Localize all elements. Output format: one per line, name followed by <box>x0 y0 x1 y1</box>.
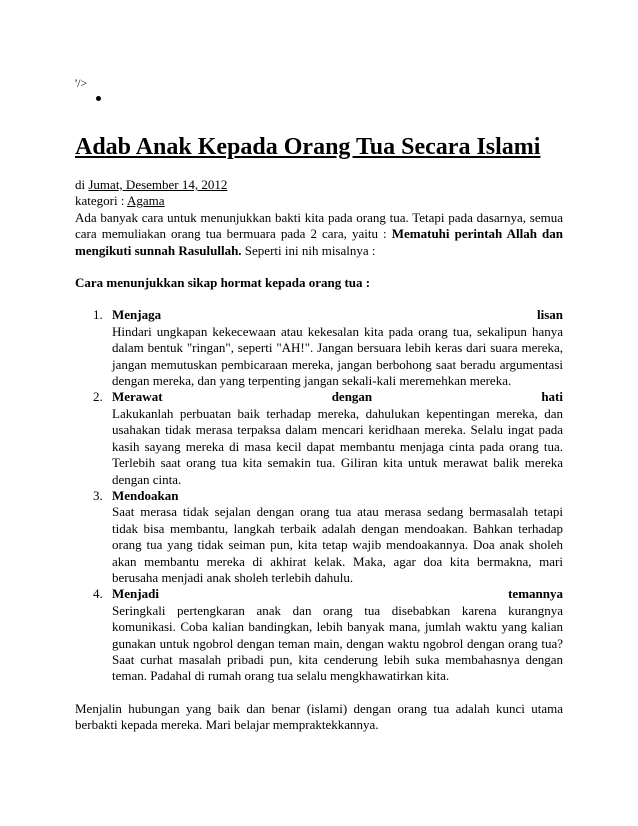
item-text: Saat merasa tidak sejalan dengan orang tua atau merasa sedang bermasalah tetapi tidak bisa membantu, langkah terbaik adalah dengan mendoakan. Bahkan terhadap orang tua yang tidak seiman pun, kita tetap wajib mendoakannya. Doa anak sholeh akan membantu mereka di akhirat kelak. Maka, agar doa kita bermakna, mari berusaha menjadi anak sholeh terlebih dahulu. <box>112 504 563 585</box>
list-item <box>93 487 563 586</box>
list-item <box>93 307 563 389</box>
category-prefix: kategori : <box>75 193 125 209</box>
intro-text: Ada banyak cara untuk menunjukkan bakti kita pada orang tua. Tetapi pada dasarnya, semua cara memuliakan orang tua bermuara pada 2 cara, yaitu : <box>75 209 563 242</box>
item-title: Menjadi temannya <box>112 586 563 602</box>
stray-markup-text: '/> <box>75 76 88 90</box>
bullet-dot-icon <box>96 96 101 101</box>
date-prefix: di <box>75 177 86 192</box>
category-link[interactable]: Agama <box>127 193 165 209</box>
item-text: Lakukanlah perbuatan baik terhadap mereka, dahulukan kepentingan mereka, dan usahakan tidak merasa terpaksa dalam mencari keridhaan mereka. Selalu ingat pada kasih sayang mereka di masa kecil dapat membantu menjaga cinta pada orang tua. Terlebih saat orang tua kita semakin tua. Giliran kita untuk merawat balik mereka dengan cinta. <box>112 405 563 487</box>
item-number: 2. <box>93 389 103 405</box>
item-text: Seringkali pertengkaran anak dan orang tua disebabkan karena kurangnya komunikasi. Coba kalian bandingkan, lebih banyak mana, jumlah waktu yang kalian gunakan untuk ngobrol dengan teman main, dengan waktu ngobrol dengan orang tua? Saat curhat masalah pribadi pun, kita cenderung lebih suka membahasnya dengan teman. Padahal di rumah orang tua selalu mengkhawatirkan kita. <box>112 602 563 684</box>
item-title: Merawat dengan hati <box>112 389 563 405</box>
item-title: Mendoakan <box>112 487 179 503</box>
list-item <box>93 586 563 684</box>
item-number: 4. <box>93 586 103 602</box>
item-text: Hindari ungkapan kekecewaan atau kekesalan kita pada orang tua, sekalipun hanya dalam bentuk "ringan", seperti "AH!". Jangan bersuara lebih keras dari suara mereka, jangan memutuskan pembicaraan mereka, jangan berbohong saat beradu argumentasi dengan mereka, dan yang terpenting jangan sekali-kali meremehkan mereka. <box>112 323 563 389</box>
intro-bold-text: Mematuhi perintah Allah dan mengikuti sunnah Rasulullah. <box>75 226 563 258</box>
article-title[interactable]: Adab Anak Kepada Orang Tua Secara Islami <box>75 134 541 160</box>
category-line <box>75 193 563 209</box>
intro-paragraph <box>75 210 563 259</box>
date-link[interactable]: Jumat, Desember 14, 2012 <box>88 177 228 192</box>
closing-paragraph: Menjalin hubungan yang baik dan benar (islami) dengan orang tua adalah kunci utama berbakti kepada mereka. Mari belajar mempraktekkannya. <box>75 700 563 733</box>
list-item <box>93 389 563 487</box>
intro-tail-text: Seperti ini nih misalnya : <box>244 242 376 258</box>
date-line <box>75 177 563 193</box>
section-heading: Cara menunjukkan sikap hormat kepada orang tua : <box>75 275 371 291</box>
tips-list <box>75 307 563 684</box>
item-title: Menjaga lisan <box>112 307 563 323</box>
item-number: 1. <box>93 307 103 323</box>
article-body <box>75 177 563 734</box>
item-number: 3. <box>93 487 103 503</box>
